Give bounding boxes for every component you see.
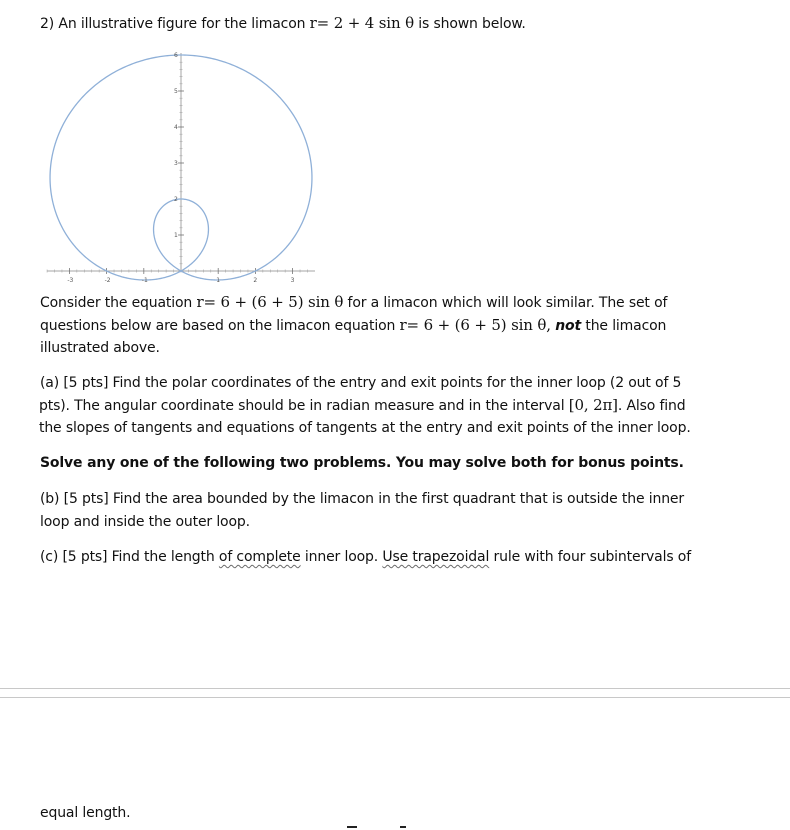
part-c-line-1: (c) [5 pts] Find the length of complete inner loop. Use trapezoidal rule with four subintervals of [40,549,691,565]
x-tick-label: 3 [290,277,295,284]
page-break-line-top [0,688,790,689]
consider-equation: r= 6 + (6 + 5) sin θ [196,293,344,311]
y-tick-label: 6 [174,52,178,59]
consider-equation-2: r= 6 + (6 + 5) sin θ, [399,316,551,334]
consider-line-1: Consider the equation r= 6 + (6 + 5) sin θ for a limacon which will look similar. The set of [40,293,668,311]
figure-axes [47,53,315,274]
intro-equation: r= 2 + 4 sin θ [309,14,414,32]
x-tick-label: -3 [67,277,74,284]
part-a-line-3: the slopes of tangents and equations of tangents at the entry and exit points of the inner loop. [39,420,691,436]
part-c-continued: equal length. [40,805,131,821]
x-tick-label: 1 [216,277,221,284]
consider-line-3: illustrated above. [40,340,160,356]
intro-text-end: is shown below. [413,16,526,32]
question-number: 2) [40,16,55,32]
interval: [0, 2π] [568,396,618,414]
x-tick-label: -2 [104,277,111,284]
spellcheck-underline-2: Use trapezoidal [382,549,490,565]
consider-line-2: questions below are based on the limacon equation r= 6 + (6 + 5) sin θ, not the limacon [40,316,667,334]
emphasis-not: not [555,318,582,334]
page-break-line-bottom [0,697,790,698]
y-tick-label: 1 [174,232,178,239]
y-tick-label: 5 [174,88,178,95]
spellcheck-underline-1: of complete [218,549,301,565]
y-tick-label: 3 [174,160,178,167]
cutoff-mark [347,826,357,828]
part-a-line-2: pts). The angular coordinate should be in radian measure and in the interval [0, 2π]. Also find [39,396,686,414]
x-tick-label: 2 [253,277,258,284]
y-tick-label: 2 [174,196,178,203]
cutoff-mark [400,826,406,828]
part-b-line-2: loop and inside the outer loop. [40,514,250,530]
instruction: Solve any one of the following two problems. You may solve both for bonus points. [40,455,684,471]
intro-text: An illustrative figure for the limacon [58,16,310,32]
part-a-line-1: (a) [5 pts] Find the polar coordinates of the entry and exit points for the inner loop (2 out of 5 [40,375,682,391]
part-b-line-1: (b) [5 pts] Find the area bounded by the limacon in the first quadrant that is outside the inner [40,491,684,507]
x-tick-label: -1 [141,277,148,284]
y-tick-label: 4 [174,124,178,131]
